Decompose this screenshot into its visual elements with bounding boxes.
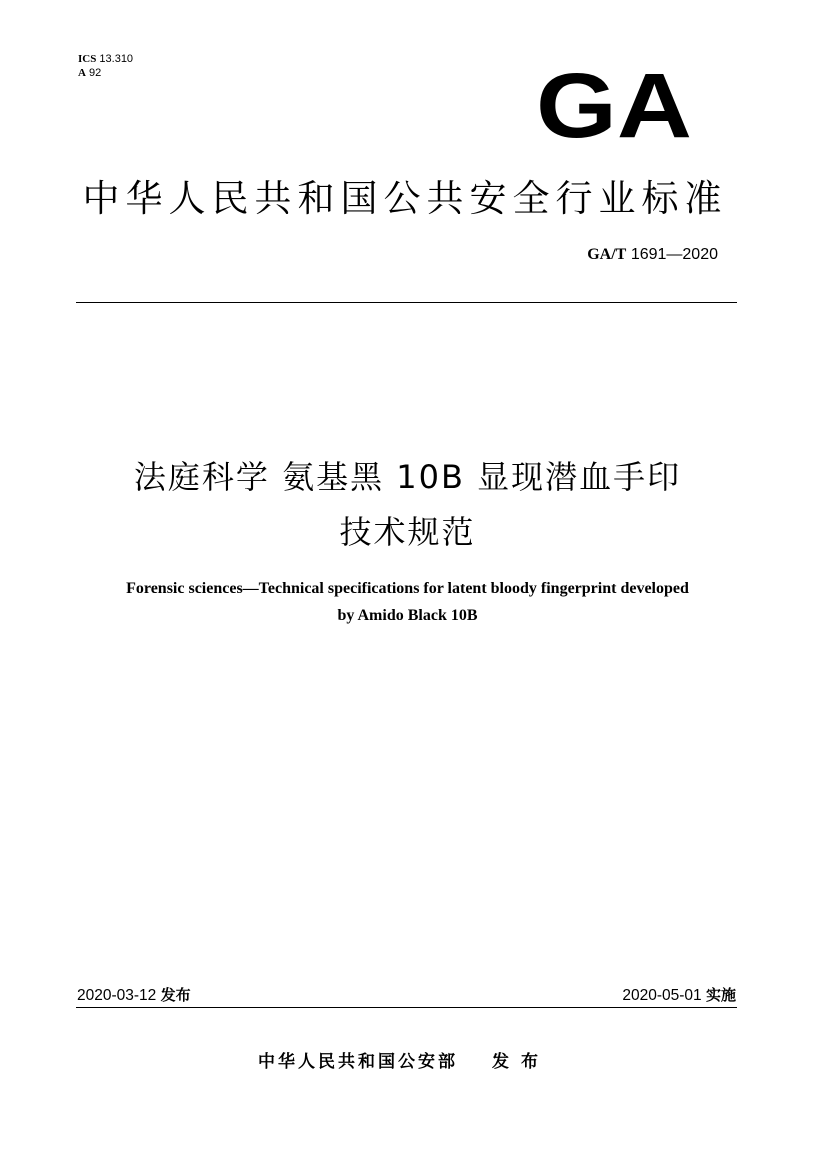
issuer-name: 中华人民共和国公安部 [258, 1052, 458, 1072]
standard-code [587, 246, 718, 264]
chinese-title-line-2: 技术规范 [339, 513, 476, 551]
top-divider [76, 302, 737, 303]
standard-category-title: 中华人民共和国公共安全行业标准 [82, 177, 728, 220]
implementation-date-value: 2020-05-01 [622, 987, 702, 1004]
english-title-line-2: by Amido Black 10B [337, 607, 478, 624]
implementation-date-label: 实施 [705, 986, 736, 1004]
ics-line [78, 52, 133, 66]
ccs-label: A [78, 67, 86, 79]
issue-date-label: 发布 [160, 986, 191, 1004]
ccs-line [78, 66, 133, 80]
english-title-line-1: Forensic sciences—Technical specifications for latent bloody fingerprint developed [126, 580, 689, 597]
issue-date [77, 984, 191, 1005]
bottom-divider [76, 1007, 737, 1008]
ccs-code: 92 [89, 67, 102, 79]
ics-label: ICS [78, 53, 97, 65]
issuer-action: 发布 [492, 1052, 550, 1072]
standard-code-prefix: GA/T [587, 246, 627, 263]
ga-logo-text: GA [536, 65, 692, 143]
ics-code: 13.310 [99, 53, 134, 65]
classification-codes [78, 52, 133, 80]
standard-code-number: 1691—2020 [630, 246, 718, 263]
chinese-title-line-1: 法庭科学 氨基黑 10B 显现潜血手印 [133, 458, 682, 496]
implementation-date [622, 984, 736, 1005]
issue-date-value: 2020-03-12 [77, 987, 157, 1004]
ga-logo [535, 65, 693, 143]
issuing-authority [258, 1047, 550, 1072]
